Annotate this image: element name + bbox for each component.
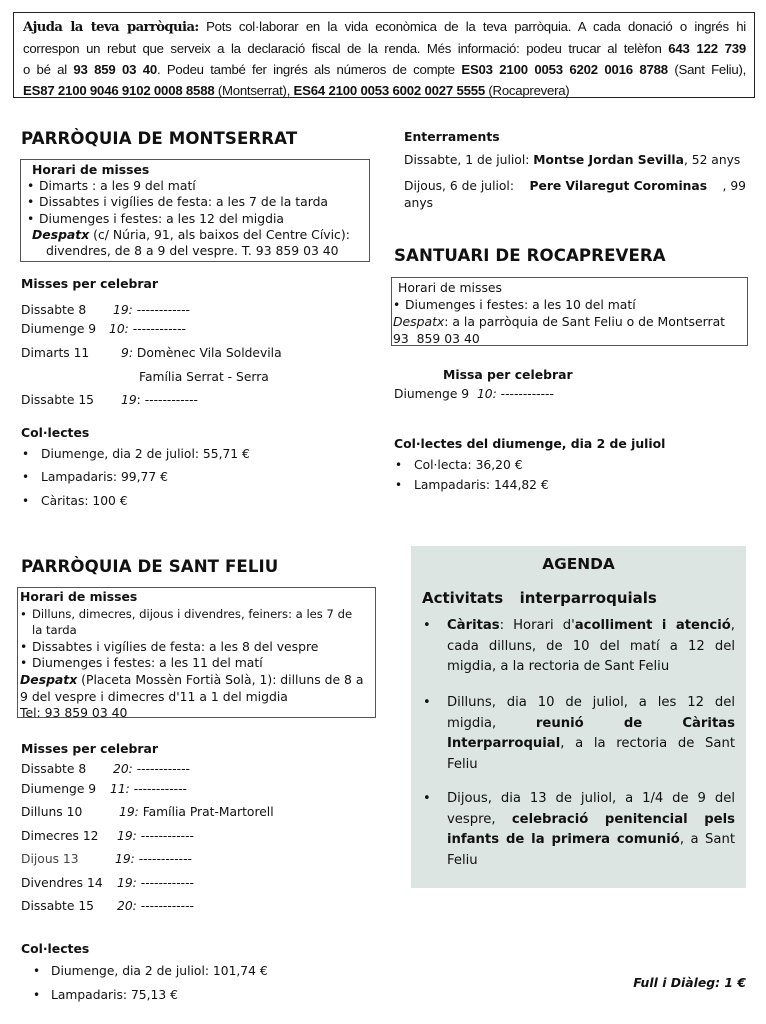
bullet-icon: • (27, 178, 35, 194)
mass-row-detail: 11: ------------ (110, 782, 187, 796)
agenda-highlight: acolliment i atenció (574, 618, 731, 633)
office-phone: 93 859 03 40 (393, 331, 480, 346)
schedule-item: • Dilluns, dimecres, dijous i divendres, feiners: a les 7 de (20, 606, 353, 621)
mass-row-detail: 20: ------------ (113, 762, 190, 776)
schedule-item: • Dissabtes i vigílies de festa: a les 8 del vespre (20, 638, 319, 654)
bullet-icon: • (33, 988, 41, 1002)
agenda-item (447, 693, 735, 775)
info-lead: Ajuda la teva parròquia: (23, 20, 199, 35)
agenda-text: Dijous, dia 13 de juliol, a 1/4 de 9 del vespre, (447, 791, 735, 827)
agenda-subtitle: Activitats interparroquials (422, 589, 657, 607)
info-line-4: ES87 2100 9046 9102 0008 8588 (Montserrat), ES64 2100 0053 6002 0027 5555 (Rocaprevera) (23, 83, 570, 98)
agenda-text: Dilluns, dia 10 de juliol, a les 12 del migdia, (447, 695, 735, 731)
phone-2: 93 859 03 40 (73, 62, 158, 77)
schedule-item: • Diumenges i festes: a les 11 del matí (20, 655, 263, 671)
bullet-icon: • (393, 297, 401, 312)
bullet-icon: • (423, 695, 431, 710)
mass-row-detail: 19: ------------ (117, 876, 194, 890)
mass-row: Dijous 13 (21, 852, 79, 866)
agenda-text: , cada dilluns, de 10 del matí a 12 del migdia, a la rectoria de Sant Feliu (447, 618, 735, 674)
bullet-icon: • (22, 470, 30, 484)
schedule-item: • Diumenges i festes: a les 10 del matí (393, 297, 636, 312)
mass-row: Dilluns 10 (21, 805, 83, 819)
sant-feliu-title: PARRÒQUIA DE SANT FELIU (21, 557, 279, 576)
info-line-2: correspon un rebut que serveix a la declaració fiscal de la renda. Més informació: podeu trucar al telèfon 643 122 739 (23, 41, 746, 56)
funeral-name: Pere Vilaregut Corominas (529, 179, 708, 193)
account-sant-feliu: ES03 2100 0053 6202 0016 8788 (461, 62, 668, 77)
agenda-text: , a Sant Feliu (447, 832, 735, 868)
donation-info-box (13, 12, 755, 98)
agenda-title: AGENDA (542, 555, 615, 573)
bullet-icon: • (20, 606, 27, 621)
mass-row-detail: 20: ------------ (117, 899, 194, 913)
rocaprevera-schedule-box (391, 277, 748, 346)
bullet-icon: • (27, 194, 35, 210)
agenda-highlight: Càritas (447, 618, 500, 633)
mass-row: Diumenge 9 (21, 782, 97, 796)
collection-item: Lampadaris: 144,82 € (414, 478, 549, 492)
agenda-item (447, 789, 735, 871)
office-info: Despatx (Placeta Mossèn Fortià Solà, 1): dilluns de 8 a (20, 671, 364, 687)
schedule-item: • Dissabtes i vigílies de festa: a les 7 de la tarda (27, 194, 329, 210)
rocaprevera-title: SANTUARI DE ROCAPREVERA (394, 246, 666, 265)
mass-row-detail: 19: ------------ (115, 852, 192, 866)
agenda-item (447, 616, 735, 678)
mass-row: Diumenge 9 (21, 322, 97, 336)
schedule-item-cont: la tarda (32, 623, 77, 638)
bullet-icon: • (20, 655, 28, 671)
info-line-1: Ajuda la teva parròquia: Pots col·laborar en la vida econòmica de la teva parròquia. A cada donació o ingrés hi (23, 19, 746, 35)
mass-row-detail: 19: ------------ (113, 303, 190, 317)
collection-item: Diumenge, dia 2 de juliol: 55,71 € (41, 447, 250, 461)
agenda-highlight: reunió de Càritas Interparroquial (447, 715, 735, 751)
rocaprevera-collections-heading: Col·lectes del diumenge, dia 2 de juliol (394, 436, 666, 451)
phone-1: 643 122 739 (668, 41, 746, 56)
mass-row: Divendres 14 (21, 876, 103, 890)
bullet-icon: • (22, 494, 30, 508)
info-line-3: o bé al 93 859 03 40. Podeu també fer ingrés als números de compte ES03 2100 0053 6202 0016 8788 (Sant Feliu), (23, 62, 746, 77)
bullet-icon: • (27, 210, 35, 226)
agenda-highlight: celebració penitencial pels infants de la primera comunió (447, 811, 735, 847)
account-montserrat: ES87 2100 9046 9102 0008 8588 (23, 83, 215, 98)
sant-feliu-schedule-box (17, 587, 376, 721)
bullet-icon: • (20, 638, 28, 654)
office-info: Despatx: a la parròquia de Sant Feliu o de Montserrat (393, 314, 726, 329)
bullet-icon: • (423, 618, 431, 633)
mass-row-detail: 19: ------------ (121, 393, 198, 407)
mass-row-detail: 9: Domènec Vila Soldevila (121, 346, 282, 360)
mass-row: Dissabte 15 (21, 899, 94, 913)
mass-row: Dissabte 8 (21, 303, 87, 317)
funeral-name: Montse Jordan Sevilla (533, 153, 684, 167)
mass-row: Dimecres 12 (21, 829, 99, 843)
funerals-heading: Enterraments (404, 129, 500, 144)
collection-item: Càritas: 100 € (41, 494, 128, 508)
collection-item: Lampadaris: 99,77 € (41, 470, 168, 484)
rocaprevera-masses-heading: Missa per celebrar (443, 367, 573, 382)
montserrat-schedule-box (20, 159, 370, 262)
funeral-item-cont: anys (404, 196, 434, 210)
sant-feliu-collections-heading: Col·lectes (21, 941, 90, 956)
agenda-text: , a la rectoria de Sant Feliu (447, 736, 735, 772)
mass-row-detail: 19: ------------ (117, 829, 194, 843)
collection-item: Col·lecta: 36,20 € (414, 458, 523, 472)
schedule-heading: Horari de misses (398, 280, 502, 295)
office-info: Despatx (c/ Núria, 91, als baixos del Centre Cívic): (32, 226, 350, 242)
bullet-icon: • (22, 447, 30, 461)
mass-row: Dissabte 8 (21, 762, 87, 776)
office-phone: Tel: 93 859 03 40 (20, 705, 128, 721)
schedule-item: • Dimarts : a les 9 del matí (27, 178, 196, 194)
funeral-item: Dissabte, 1 de juliol: Montse Jordan Sevilla, 52 anys (404, 153, 741, 167)
agenda-text: : Horari d' (499, 618, 575, 633)
collection-item: Diumenge, dia 2 de juliol: 101,74 € (51, 964, 268, 978)
funeral-item: Dijous, 6 de juliol: Pere Vilaregut Corominas , 99 (404, 179, 746, 193)
schedule-heading: Horari de misses (32, 162, 150, 177)
bullet-icon: • (423, 791, 431, 806)
mass-row-detail: 10: ------------ (109, 322, 186, 336)
bulletin-price: Full i Diàleg: 1 € (633, 975, 746, 990)
office-hours: divendres, de 8 a 9 del vespre. T. 93 859 03 40 (46, 243, 339, 259)
sant-feliu-masses-heading: Misses per celebrar (21, 741, 158, 756)
bullet-icon: • (395, 458, 403, 472)
bullet-icon: • (395, 478, 403, 492)
mass-row: Dissabte 15 (21, 393, 94, 407)
mass-row-detail: Família Serrat - Serra (139, 370, 269, 384)
agenda-box (411, 546, 746, 888)
montserrat-collections-heading: Col·lectes (21, 425, 90, 440)
mass-row: Dimarts 11 (21, 346, 90, 360)
montserrat-masses-heading: Misses per celebrar (21, 276, 158, 291)
bullet-icon: • (33, 964, 41, 978)
schedule-heading: Horari de misses (20, 589, 138, 604)
montserrat-title: PARRÒQUIA DE MONTSERRAT (21, 129, 298, 148)
office-info-cont: 9 del vespre i dimecres d'11 a 1 del migdia (20, 688, 288, 704)
mass-row-detail: 19: Família Prat-Martorell (119, 805, 274, 819)
account-rocaprevera: ES64 2100 0053 6002 0027 5555 (293, 83, 485, 98)
schedule-item: • Diumenges i festes: a les 12 del migdia (27, 210, 284, 226)
mass-row: Diumenge 9 10: ------------ (394, 387, 554, 401)
collection-item: Lampadaris: 75,13 € (51, 988, 178, 1002)
